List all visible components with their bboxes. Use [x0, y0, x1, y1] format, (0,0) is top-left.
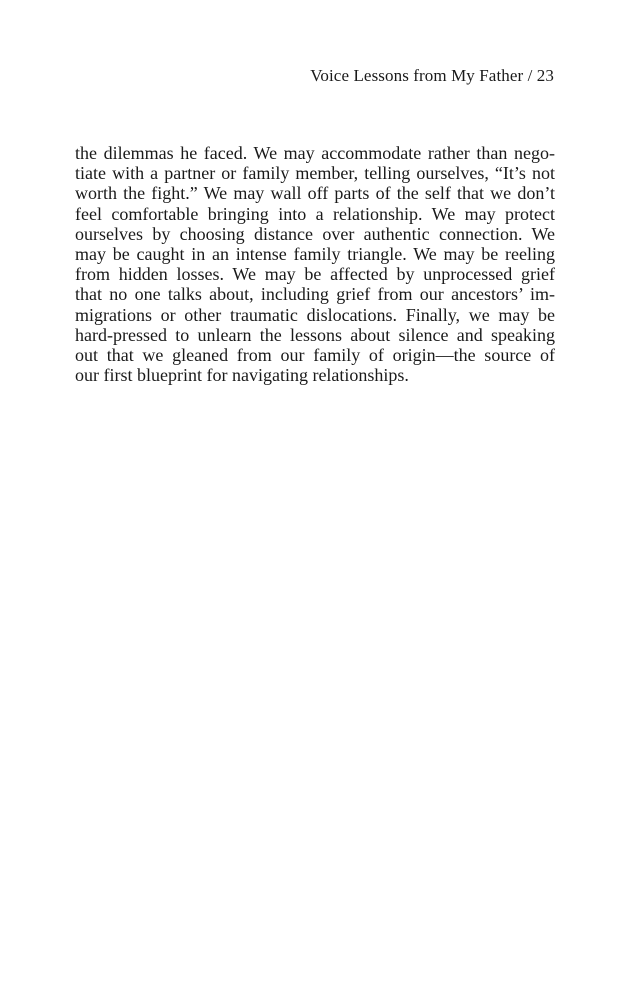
paragraph-line: feel comfortable bringing into a relationship. We may protect [75, 203, 555, 224]
paragraph-line: worth the fight.” We may wall off parts of the self that we don’t [75, 183, 555, 204]
paragraph-line: the dilemmas he faced. We may accommodate rather than nego- [75, 143, 555, 163]
paragraph-line: ourselves by choosing distance over authentic connection. We [75, 223, 555, 244]
paragraph-line: our first blueprint for navigating relationships. [75, 365, 409, 386]
paragraph-line: may be caught in an intense family triangle. We may be reeling [75, 243, 555, 264]
paragraph-line: hard-pressed to unlearn the lessons about silence and speaking [75, 324, 555, 345]
running-head: Voice Lessons from My Father / 23 [310, 66, 554, 85]
body-paragraph [75, 143, 555, 385]
paragraph-line: tiate with a partner or family member, telling ourselves, “It’s not [75, 163, 555, 184]
paragraph-line: from hidden losses. We may be affected by unprocessed grief [75, 264, 555, 285]
paragraph-line: that no one talks about, including grief from our ancestors’ im- [75, 284, 555, 305]
paragraph-line: migrations or other traumatic dislocations. Finally, we may be [75, 304, 555, 325]
paragraph-line: out that we gleaned from our family of origin—the source of [75, 344, 555, 365]
